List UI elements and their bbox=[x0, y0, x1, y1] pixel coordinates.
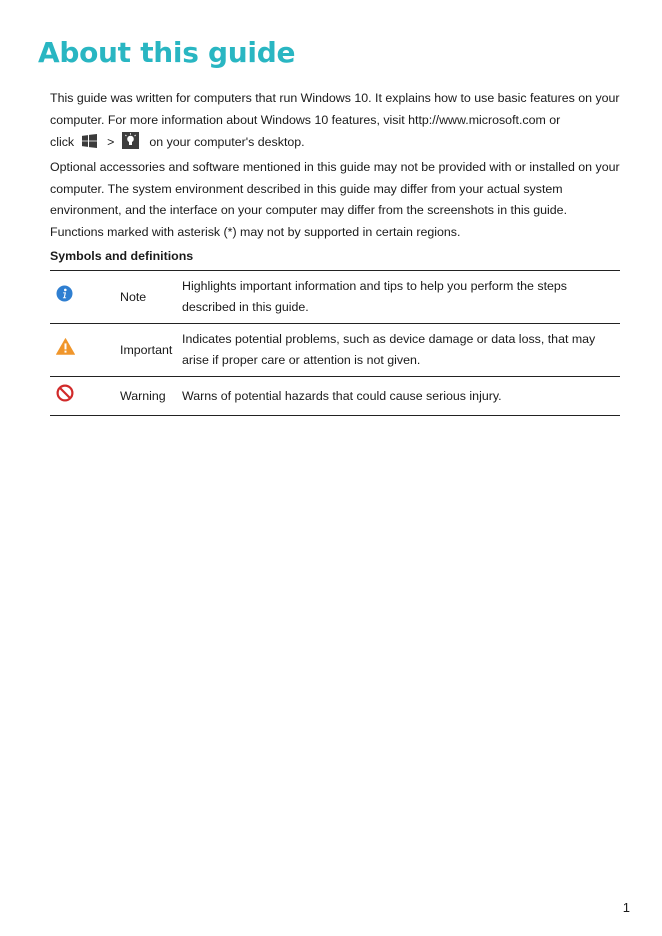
intro-paragraph: This guide was written for computers that run Windows 10. It explains how to use basic features on your computer. For more information about Windows 10 features, visit http://www.microsoft.com or bbox=[50, 91, 620, 127]
page-title: About this guide bbox=[38, 36, 296, 69]
click-prefix: click bbox=[50, 135, 75, 149]
symbol-label: Note bbox=[120, 289, 147, 304]
accessories-paragraph: Optional accessories and software mentioned in this guide may not be provided with or installed on your computer. The system environment described in this guide may differ from your actual system environment, and the interface on your computer may differ from the screenshots in this guide. Functions marked with asterisk (*) may not by supported in certain regions. bbox=[50, 160, 620, 239]
windows-start-icon bbox=[82, 134, 97, 151]
prohibited-icon bbox=[56, 391, 74, 405]
page-number: 1 bbox=[622, 900, 630, 915]
symbols-table bbox=[50, 270, 620, 416]
info-icon bbox=[56, 291, 73, 305]
table-row bbox=[50, 324, 620, 377]
symbol-description: Highlights important information and tips to help you perform the steps described in this guide. bbox=[182, 279, 567, 314]
table-row bbox=[50, 271, 620, 324]
symbol-description: Indicates potential problems, such as device damage or data loss, that may arise if proper care or attention is not given. bbox=[182, 332, 596, 367]
symbols-heading: Symbols and definitions bbox=[50, 249, 194, 263]
page-content bbox=[50, 88, 620, 416]
separator-arrow: > bbox=[107, 135, 115, 149]
tips-tile-icon bbox=[122, 132, 139, 152]
symbol-label: Important bbox=[120, 342, 173, 357]
click-instruction-line bbox=[50, 127, 620, 157]
table-row bbox=[50, 377, 620, 416]
symbol-label: Warning bbox=[120, 388, 166, 403]
click-suffix: on your computer's desktop. bbox=[149, 135, 305, 149]
warning-triangle-icon bbox=[56, 344, 75, 358]
symbol-description: Warns of potential hazards that could cause serious injury. bbox=[182, 388, 502, 403]
